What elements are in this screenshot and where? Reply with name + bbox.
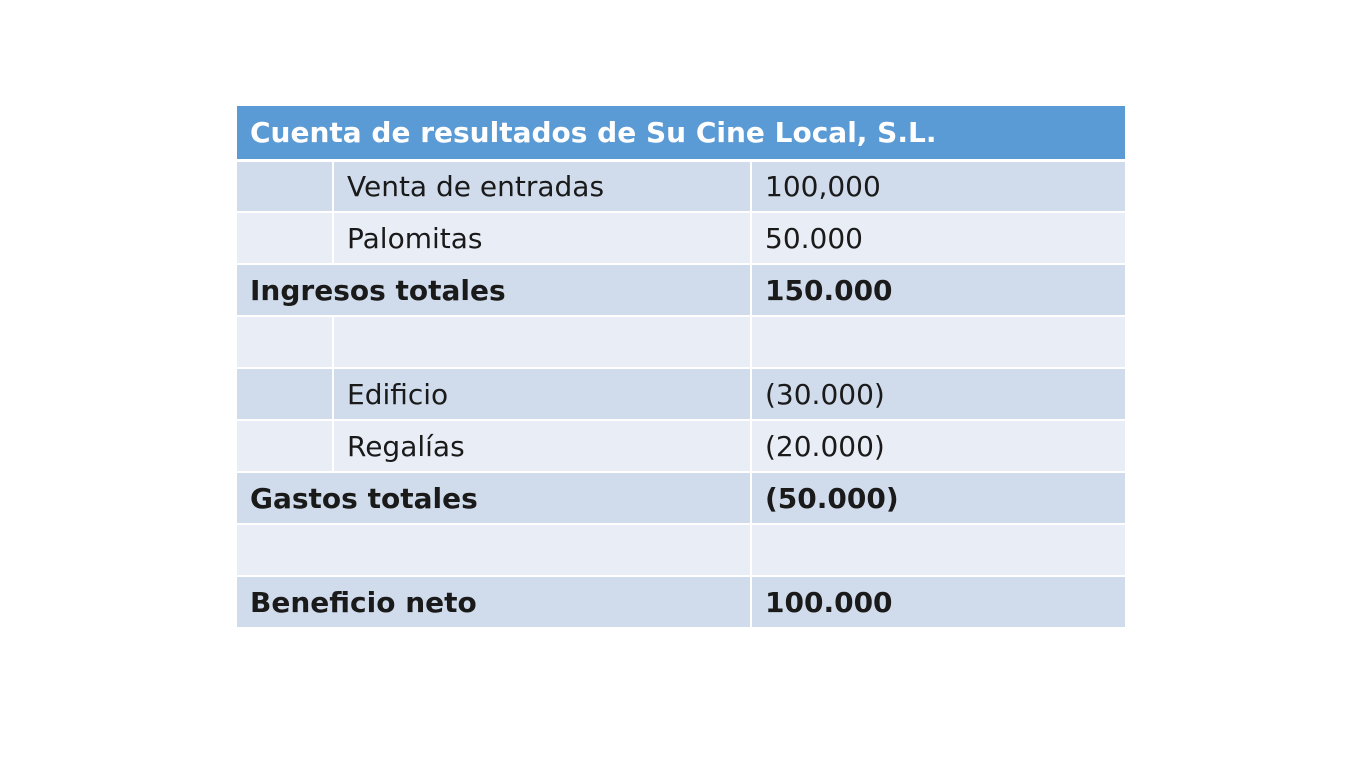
row-label: Gastos totales (237, 472, 751, 524)
row-value: 100,000 (751, 160, 1125, 212)
row-label: Ingresos totales (237, 264, 751, 316)
table-row-empty (237, 524, 1125, 576)
row-label: Beneficio neto (237, 576, 751, 628)
row-label: Regalías (333, 420, 751, 472)
table-row-total (237, 472, 1125, 524)
row-value (751, 524, 1125, 576)
table-row (237, 368, 1125, 420)
row-value: (50.000) (751, 472, 1125, 524)
income-statement-table (237, 106, 1125, 629)
row-value: 50.000 (751, 212, 1125, 264)
row-label: Palomitas (333, 212, 751, 264)
indent-cell (237, 368, 333, 420)
indent-cell (237, 160, 333, 212)
row-value (751, 316, 1125, 368)
row-label (237, 524, 751, 576)
table-row (237, 420, 1125, 472)
table-title: Cuenta de resultados de Su Cine Local, S.L. (237, 106, 1125, 160)
row-value: (30.000) (751, 368, 1125, 420)
table-row (237, 160, 1125, 212)
table-row-total (237, 264, 1125, 316)
indent-cell (237, 420, 333, 472)
row-value: 100.000 (751, 576, 1125, 628)
row-value: 150.000 (751, 264, 1125, 316)
table-header-row (237, 106, 1125, 160)
indent-cell (237, 212, 333, 264)
table-row-net (237, 576, 1125, 628)
table-row-empty (237, 316, 1125, 368)
row-label: Venta de entradas (333, 160, 751, 212)
row-label (333, 316, 751, 368)
table-row (237, 212, 1125, 264)
row-value: (20.000) (751, 420, 1125, 472)
row-label: Edificio (333, 368, 751, 420)
indent-cell (237, 316, 333, 368)
